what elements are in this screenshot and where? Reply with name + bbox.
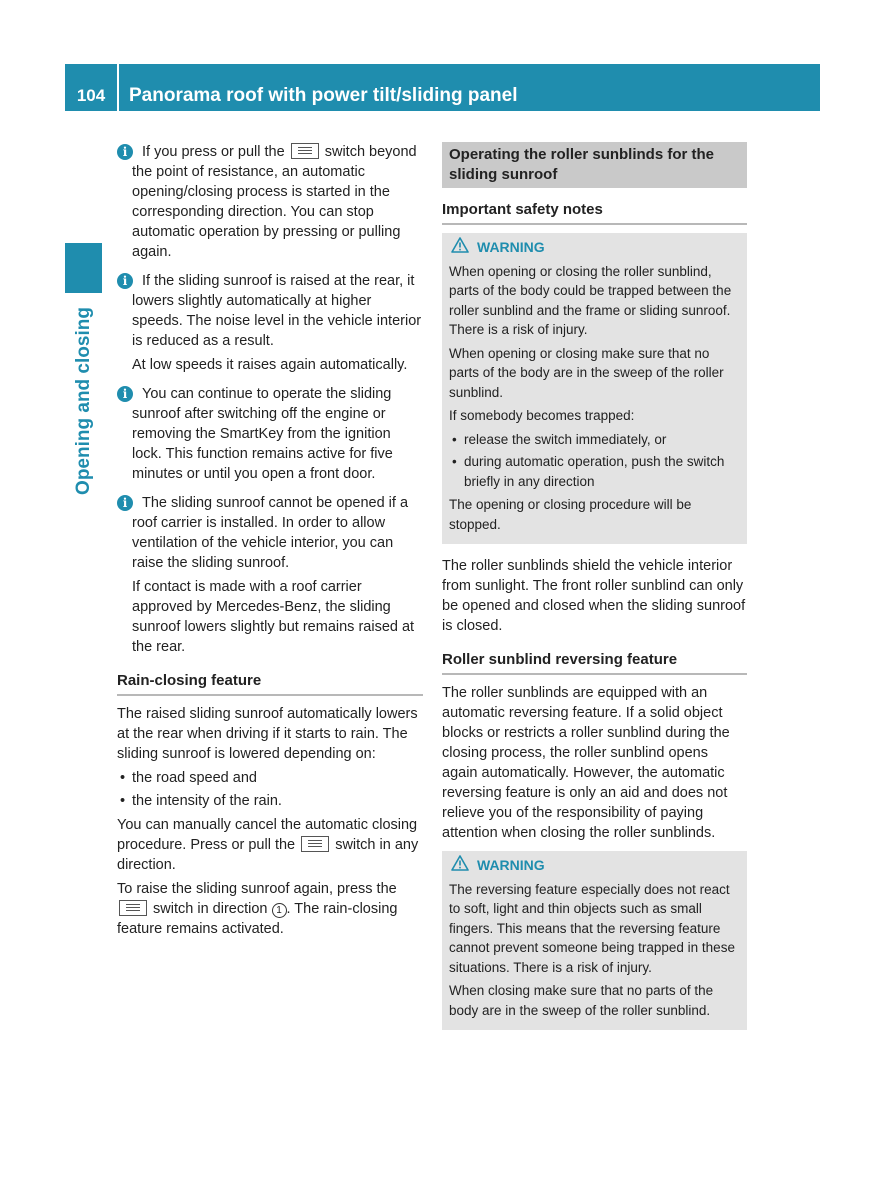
- warning-box: [442, 233, 747, 544]
- switch-icon: [301, 836, 329, 852]
- list-item: • the intensity of the rain.: [117, 791, 423, 811]
- warning-triangle-icon: [451, 855, 469, 877]
- warning-box: [442, 851, 747, 1030]
- left-column: [117, 142, 423, 943]
- note-text: You can continue to operate the sliding sunroof after switching off the engine or removing the SmartKey from the ignition lock. This function remains active for five minutes or until you open a front door.: [132, 386, 393, 482]
- warning-text: The reversing feature especially does not react to soft, light and thin objects such as small fingers. This means that the reversing feature cannot prevent someone being trapped in these situations. There is a risk of injury.: [449, 881, 735, 975]
- note-text: If the sliding sunroof is raised at the rear, it lowers slightly automatically at higher speeds. The noise level in the vehicle interior is reduced as a result.: [132, 273, 422, 349]
- rain-intro: The raised sliding sunroof automatically lowers at the rear when driving if it starts to rain. The sliding sunroof is lowered depending on:: [117, 706, 418, 762]
- note-text: The sliding sunroof cannot be opened if a roof carrier is installed. In order to allow ventilation of the vehicle interior, you can raise the sliding sunroof.: [132, 495, 409, 571]
- side-tab: [64, 296, 104, 506]
- list-item: • during automatic operation, push the switch briefly in any direction: [449, 452, 740, 491]
- warning-title: WARNING: [449, 855, 740, 877]
- info-icon: i: [117, 495, 133, 511]
- rain-raise-text: To raise the sliding sunroof again, press the switch in direction 1 . The rain-closing feature remains activated.: [117, 881, 398, 937]
- warning-text: When closing make sure that no parts of the body are in the sweep of the roller sunblind.: [449, 983, 714, 1018]
- section-heading-roller-sunblinds: Operating the roller sunblinds for the sliding sunroof: [442, 142, 747, 188]
- page-header: [65, 64, 820, 111]
- info-note: [117, 271, 423, 375]
- warning-text: If somebody becomes trapped:: [449, 408, 635, 423]
- warning-text: The opening or closing procedure will be stopped.: [449, 497, 692, 532]
- info-icon: i: [117, 144, 133, 160]
- direction-1-icon: 1: [272, 903, 287, 918]
- list-item: • release the switch immediately, or: [449, 430, 740, 450]
- note-text: If contact is made with a roof carrier approved by Mercedes-Benz, the sliding sunroof lowers slightly but remains raised at the rear.: [132, 579, 415, 655]
- info-icon: i: [117, 386, 133, 402]
- warning-text: When opening or closing make sure that no parts of the body are in the sweep of the roller sunblind.: [449, 345, 724, 400]
- note-text: At low speeds it raises again automatically.: [132, 357, 408, 373]
- reversing-text: The roller sunblinds are equipped with an automatic reversing feature. If a solid object blocks or restricts a roller sunblind during the closing process, the roller sunblind opens again automatically. However, the automatic reversing feature is only an aid and does not relieve you of the responsibility of paying attention when closing the roller sunblinds.: [442, 685, 730, 841]
- info-note: [117, 493, 423, 657]
- shield-text: The roller sunblinds shield the vehicle interior from sunlight. The front roller sunblind can only be opened and closed when the sliding sunroof is closed.: [442, 558, 746, 634]
- list-item: • the road speed and: [117, 768, 423, 788]
- switch-icon: [119, 900, 147, 916]
- rain-cancel-text: You can manually cancel the automatic closing procedure. Press or pull the switch in any direction.: [117, 817, 419, 873]
- warning-triangle-icon: [451, 237, 469, 259]
- warning-title: WARNING: [449, 237, 740, 259]
- rain-bullet-list: [117, 768, 423, 811]
- info-note: [117, 142, 423, 262]
- page-title: Panorama roof with power tilt/sliding panel: [129, 85, 518, 106]
- section-heading-safety-notes: Important safety notes: [442, 200, 747, 225]
- section-heading-reversing-feature: Roller sunblind reversing feature: [442, 650, 747, 675]
- section-heading-rain-closing: Rain-closing feature: [117, 671, 423, 696]
- page-number: 104: [76, 86, 106, 105]
- note-text: If you press or pull the switch beyond the point of resistance, an automatic opening/closing process is started in the corresponding direction. You can stop automatic operation by pressing or pulling again.: [132, 144, 417, 260]
- side-tab-label: Opening and closing: [73, 307, 94, 495]
- warning-text: When opening or closing the roller sunblind, parts of the body could be trapped between the roller sunblind and the frame or sliding sunroof. There is a risk of injury.: [449, 263, 732, 337]
- info-note: [117, 384, 423, 484]
- warning-bullet-list: [449, 430, 740, 492]
- right-column: [442, 142, 747, 1042]
- switch-icon: [291, 143, 319, 159]
- side-tab-marker: [65, 243, 102, 293]
- header-divider: [117, 64, 119, 111]
- info-icon: i: [117, 273, 133, 289]
